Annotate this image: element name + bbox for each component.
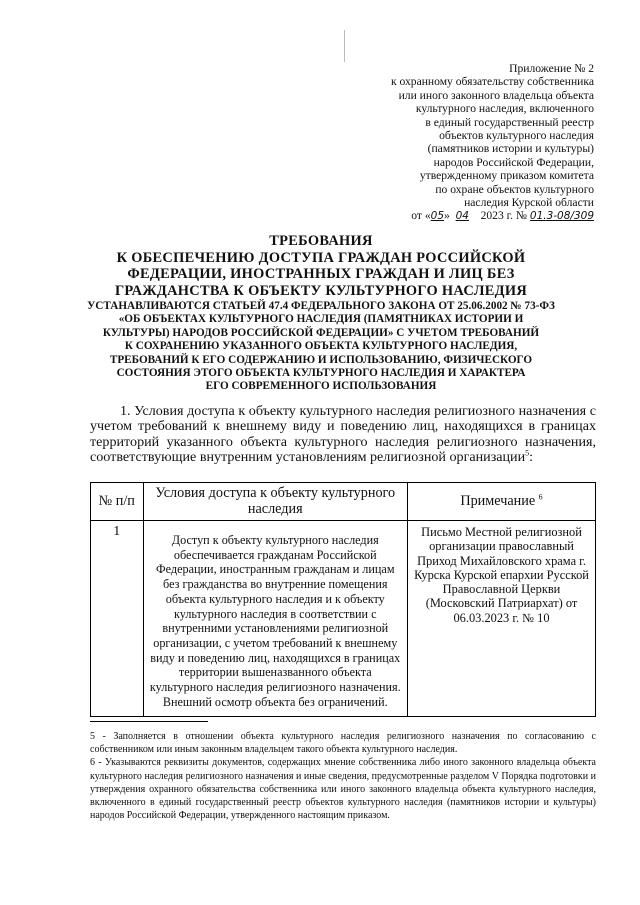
heading-line: К ОБЕСПЕЧЕНИЮ ДОСТУПА ГРАЖДАН РОССИЙСКОЙ [116,249,526,266]
date-day: 05 [430,210,445,223]
section-1-text: 1. Условия доступа к объекту культурного наследия религиозного назначения с учетом требований к внешнему виду и поведению лиц, находящихся в границах территорий указанного объекта культурного наследия религиозного назначения, соответствующие внутренним установлениям религиозной организации [90,403,596,465]
row-num: 1 [91,521,144,717]
header-note-label: Примечание [460,492,536,509]
table-row [91,521,596,717]
row-note: Письмо Местной религиозной организации православный Приход Михайловского храма г. Курска Курской епархии Русской Православной Церкви (Московский Патриархат) от 06.03.2023 г. № 10 [408,521,596,717]
scan-mark [344,30,345,62]
footnote-divider [90,721,208,722]
footnote-ref-5: 5 [525,448,530,458]
row-conditions: Доступ к объекту культурного наследия обеспечивается гражданам Российской Федерации, иностранным гражданам и лицам без гражданства во внутренние помещения объекта культурного наследия и к объекту культурного наследия в соответствии с внутренними установлениями религиозной организации, с учетом требований к внешнему виду и поведению лиц, находящихся в границах территории вышеназванного объекта культурного наследия религиозного назначения. Внешний осмотр объекта без ограничений. [143,521,407,717]
appendix-line: (памятников истории и культуры) [427,142,594,156]
appendix-line: народов Российской Федерации, [433,155,594,169]
section-1-paragraph [90,404,596,465]
date-number: 01.3-08/309 [529,210,594,223]
subheading-line: «ОБ ОБЪЕКТАХ КУЛЬТУРНОГО НАСЛЕДИЯ (ПАМЯТНИКАХ ИСТОРИИ И [118,313,524,326]
footnote-5: 5 - Заполняется в отношении объекта культурного наследия религиозного назначения по согласованию с собственником или иным законным владельцем такого объекта культурного наследия. [90,731,596,756]
header-conditions: Условия доступа к объекту культурного наследия [143,483,407,521]
heading-line: ГРАЖДАНСТВА К ОБЪЕКТУ КУЛЬТУРНОГО НАСЛЕДИЯ [114,282,528,299]
appendix-line: объектов культурного наследия [439,129,594,143]
heading-line: ТРЕБОВАНИЯ [269,233,373,249]
appendix-line: в единый государственный реестр [425,115,594,129]
footnote-ref-6: 6 [538,492,543,502]
subheading-line: УСТАНАВЛИВАЮТСЯ СТАТЬЕЙ 47.4 ФЕДЕРАЛЬНОГО ЗАКОНА ОТ 25.06.2002 № 73-ФЗ [87,300,555,312]
header-num: № п/п [91,483,144,521]
section-1-tail: : [529,448,534,465]
appendix-line: к охранному обязательству собственника [390,75,594,89]
date-sep: » [444,209,450,223]
footnote-6: 6 - Указываются реквизиты документов, содержащих мнение собственника либо иного законного владельца объекта культурного наследия религиозного назначения и иные сведения, предусмотренные разделом V Порядка подготовки и утверждения охранного обязательства собственника или иного законного владельца объекта культурного наследия, включенного в единый государственный реестр объектов культурного наследия (памятников истории и культуры) народов Российской Федерации, утвержденного настоящим приказом. [90,757,596,822]
subheading-line: СОСТОЯНИЯ ЭТОГО ОБЪЕКТА КУЛЬТУРНОГО НАСЛЕДИЯ И ХАРАКТЕРА [116,367,526,380]
appendix-line: утвержденному приказом комитета [419,169,594,183]
subheading-line: ЕГО СОВРЕМЕННОГО ИСПОЛЬЗОВАНИЯ [205,380,437,393]
access-conditions-table [90,482,596,717]
appendix-line: по охране объектов культурного [435,182,594,196]
subheading-line: КУЛЬТУРЫ) НАРОДОВ РОССИЙСКОЙ ФЕДЕРАЦИИ» С УЧЕТОМ ТРЕБОВАНИЙ [102,326,540,339]
heading-line: ФЕДЕРАЦИИ, ИНОСТРАННЫХ ГРАЖДАН И ЛИЦ БЕЗ [127,266,515,282]
appendix-line: или иного законного владельца объекта [398,88,594,102]
date-year: 2023 г. № [480,209,527,223]
header-note [408,483,596,521]
subheading [86,300,556,394]
footnotes [90,730,596,822]
table-header-row [91,483,596,521]
appendix-line: Приложение № 2 [509,62,594,75]
subheading-line: К СОХРАНЕНИЮ УКАЗАННОГО ОБЪЕКТА КУЛЬТУРНОГО НАСЛЕДИЯ, [124,340,518,353]
date-prefix: от « [411,209,431,223]
requirements-heading [86,233,556,394]
appendix-line: наследия Курской области [464,196,594,210]
appendix-block [344,62,594,224]
appendix-line: культурного наследия, включенного [415,102,594,116]
subheading-line: ТРЕБОВАНИЙ К ЕГО СОДЕРЖАНИЮ И ИСПОЛЬЗОВАНИЮ, ФИЗИЧЕСКОГО [109,353,533,366]
date-month: 04 [455,210,469,223]
appendix-date-line [344,209,594,223]
